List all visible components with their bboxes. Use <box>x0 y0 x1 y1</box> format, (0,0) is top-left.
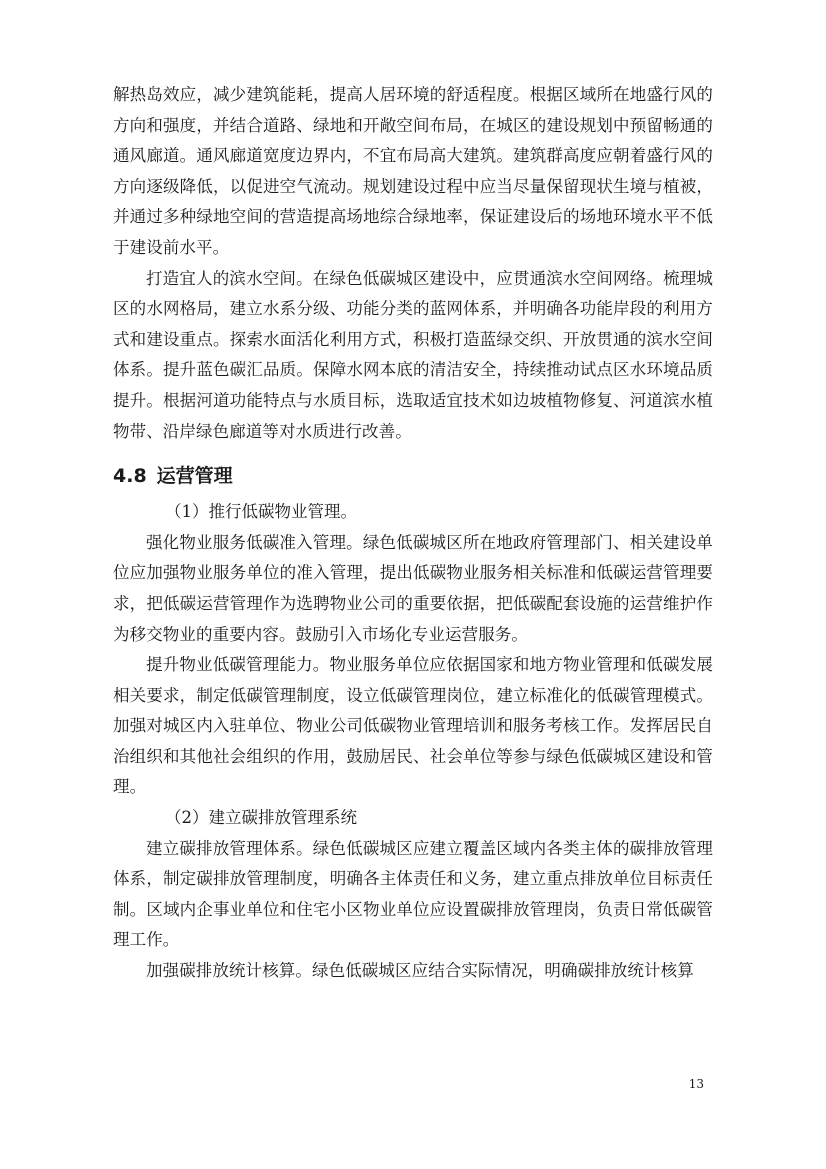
paragraph-heat-island: 解热岛效应，减少建筑能耗，提高人居环境的舒适程度。根据区域所在地盛行风的方向和强度，并结合道路、绿地和开敞空间布局，在城区的建设规划中预留畅通的通风廊道。通风廊道宽度边界内，不宜布局高大建筑。建筑群高度应朝着盛行风的方向逐级降低，以促进空气流动。规划建设过程中应当尽量保留现状生境与植被，并通过多种绿地空间的营造提高场地综合绿地率，保证建设后的场地环境水平不低于建设前水平。 <box>113 85 713 257</box>
subsection-low-carbon-property: （1）推行低碳物业管理。 <box>165 502 357 522</box>
section-title: 运营管理 <box>156 465 233 488</box>
paragraph-carbon-accounting: 加强碳排放统计核算。绿色低碳城区应结合实际情况，明确碳排放统计核算 <box>146 961 694 981</box>
page-number: 13 <box>688 1077 704 1091</box>
section-heading <box>113 461 713 491</box>
paragraph-property-access: 强化物业服务低碳准入管理。绿色低碳城区所在地政府管理部门、相关建设单位应加强物业服务单位的准入管理，提出低碳物业服务相关标准和低碳运营管理要求，把低碳运营管理作为选聘物业公司的重要依据，把低碳配套设施的运营维护作为移交物业的重要内容。鼓励引入市场化专业运营服务。 <box>113 532 713 644</box>
paragraph-waterfront: 打造宜人的滨水空间。在绿色低碳城区建设中，应贯通滨水空间网络。梳理城区的水网格局，建立水系分级、功能分类的蓝网体系，并明确各功能岸段的利用方式和建设重点。探索水面活化利用方式，积极打造蓝绿交织、开放贯通的滨水空间体系。提升蓝色碳汇品质。保障水网本底的清洁安全，持续推动试点区水环境品质提升。根据河道功能特点与水质目标，选取适宜技术如边坡植物修复、河道滨水植物带、沿岸绿色廊道等对水质进行改善。 <box>113 268 713 441</box>
section-number: 4.8 <box>113 465 147 488</box>
page-content <box>113 80 713 987</box>
paragraph-carbon-system: 建立碳排放管理体系。绿色低碳城区应建立覆盖区域内各类主体的碳排放管理体系，制定碳排放管理制度，明确各主体责任和义务，建立重点排放单位目标责任制。区域内企事业单位和住宅小区物业单位应设置碳排放管理岗，负责日常低碳管理工作。 <box>113 838 713 950</box>
subsection-carbon-management: （2）建立碳排放管理系统 <box>165 808 357 828</box>
paragraph-property-capacity: 提升物业低碳管理能力。物业服务单位应依据国家和地方物业管理和低碳发展相关要求，制定低碳管理制度，设立低碳管理岗位，建立标准化的低碳管理模式。加强对城区内入驻单位、物业公司低碳物业管理培训和服务考核工作。发挥居民自治组织和其他社会组织的作用，鼓励居民、社会单位等参与绿色低碳城区建设和管理。 <box>113 655 713 797</box>
